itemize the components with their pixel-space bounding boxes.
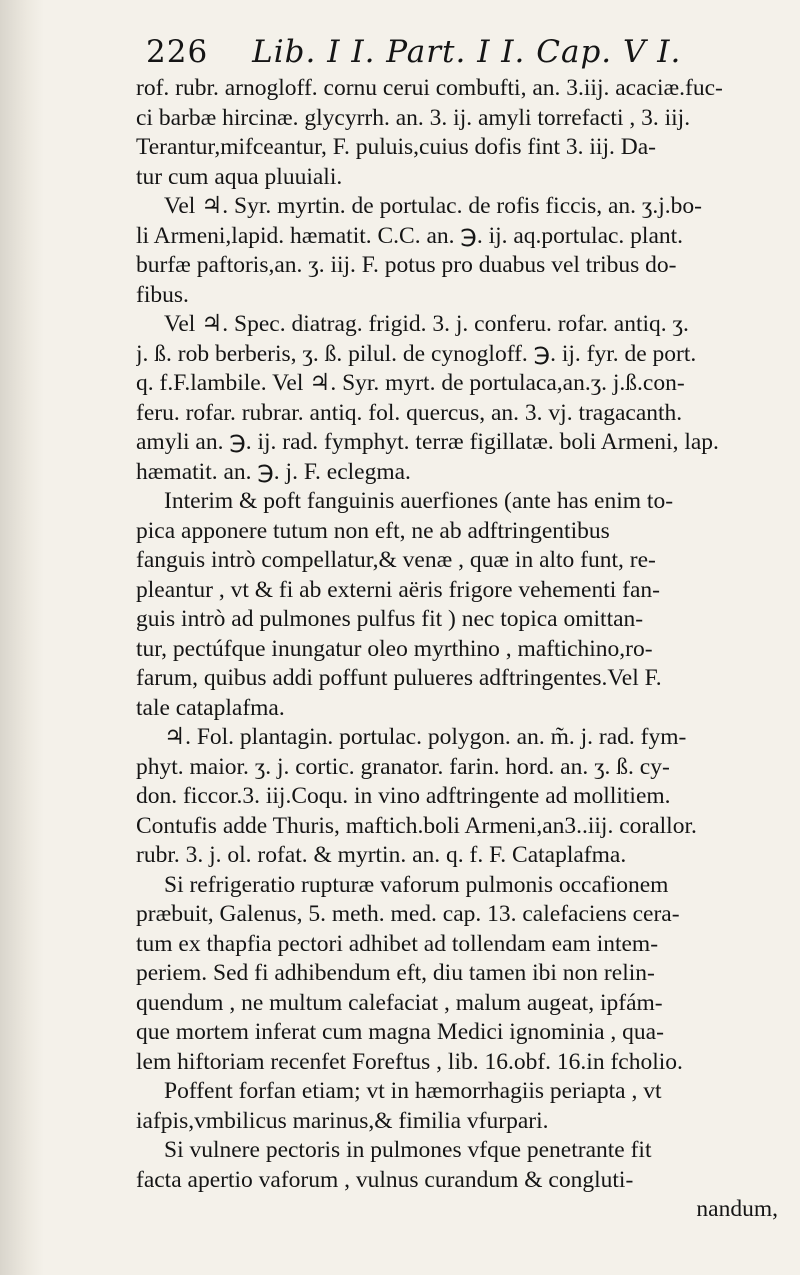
- text-line: Contufis adde Thuris, maftich.boli Armeni,an3..iij. corallor.: [136, 812, 697, 839]
- text-line: nandum,: [696, 1196, 778, 1222]
- text-line: burfæ paftoris,an. ʒ. iij. F. potus pro duabus vel tribus do-: [136, 252, 677, 278]
- text-line: guis intrò ad pulmones pulfus fit ) nec topica omittan-: [136, 606, 644, 632]
- text-line: hæmatit. an. ℈. j. F. eclegma.: [136, 458, 411, 485]
- text-line: Terantur,mifceantur, F. puluis,cuius dofis fint 3. iij. Da-: [136, 134, 656, 160]
- page-header: [146, 34, 778, 70]
- text-line: facta apertio vaforum , vulnus curandum & congluti-: [136, 1166, 634, 1193]
- text-line: fanguis intrò compellatur,& venæ , quæ in alto funt, re-: [136, 547, 656, 573]
- text-line: q. f.F.lambile. Vel ♃. Syr. myrt. de portulaca,an.ʒ. j.ß.con-: [136, 370, 685, 396]
- text-line: Vel ♃. Spec. diatrag. frigid. 3. j. conferu. rofar. antiq. ʒ.: [164, 311, 689, 337]
- text-line: tum ex thapfia pectori adhibet ad tollendam eam intem-: [136, 930, 659, 957]
- text-line: Interim & poft fanguinis auerfiones (ante has enim to-: [164, 488, 674, 514]
- text-line: lem hiftoriam recenfet Foreftus , lib. 16.obf. 16.in fcholio.: [136, 1048, 683, 1075]
- text-line: tur, pectúfque inungatur oleo myrthino , maftichino,ro-: [136, 635, 653, 662]
- text-line: ♃. Fol. plantagin. portulac. polygon. an. m̃. j. rad. fym-: [164, 724, 687, 750]
- text-line: tale cataplafma.: [136, 694, 285, 721]
- text-line: phyt. maior. ʒ. j. cortic. granator. farin. hord. an. ʒ. ß. cy-: [136, 753, 670, 780]
- text-line: li Armeni,lapid. hæmatit. C.C. an. ℈. ij. aq.portulac. plant.: [136, 222, 684, 249]
- text-line: Si vulnere pectoris in pulmones vfque penetrante fit: [164, 1137, 652, 1163]
- text-line: fibus.: [136, 281, 189, 308]
- running-title: Lib. I I. Part. I I. Cap. V I.: [252, 34, 682, 70]
- text-line: farum, quibus addi poffunt pulueres adftringentes.Vel F.: [136, 665, 662, 691]
- text-line: pleantur , vt & fi ab externi aëris frigore vehementi fan-: [136, 576, 660, 603]
- text-line: præbuit, Galenus, 5. meth. med. cap. 13. calefaciens cera-: [136, 901, 680, 927]
- text-line: j. ß. rob berberis, ʒ. ß. pilul. de cynogloff. ℈. ij. fyr. de port.: [136, 340, 697, 367]
- text-line: Si refrigeratio rupturæ vaforum pulmonis occafionem: [164, 871, 669, 898]
- text-line: iafpis,vmbilicus marinus,& fimilia vfurpari.: [136, 1107, 549, 1134]
- text-line: feru. rofar. rubrar. antiq. fol. quercus, an. 3. vj. tragacanth.: [136, 399, 683, 426]
- text-line: ci barbæ hircinæ. glycyrrh. an. 3. ij. amyli torrefacti , 3. iij.: [136, 104, 691, 131]
- text-line: amyli an. ℈. ij. rad. fymphyt. terræ figillatæ. boli Armeni, lap.: [136, 429, 719, 455]
- text-line: tur cum aqua pluuiali.: [136, 163, 343, 190]
- body-text: [136, 74, 778, 1225]
- text-line: Vel ♃. Syr. myrtin. de portulac. de rofis ficcis, an. ʒ.j.bo-: [164, 193, 702, 219]
- page-number: 226: [146, 34, 209, 70]
- text-line: pica apponere tutum non eft, ne ab adftringentibus: [136, 517, 610, 544]
- text-line: Poffent forfan etiam; vt in hæmorrhagiis periapta , vt: [164, 1078, 662, 1104]
- text-line: quendum , ne multum calefaciat , malum augeat, ipfám-: [136, 989, 663, 1016]
- text-line: don. ficcor.3. iij.Coqu. in vino adftringente ad mollitiem.: [136, 783, 671, 809]
- text-line: que mortem inferat cum magna Medici ignominia , qua-: [136, 1019, 664, 1045]
- text-line: periem. Sed fi adhibendum eft, diu tamen ibi non relin-: [136, 960, 655, 986]
- text-line: rubr. 3. j. ol. rofat. & myrtin. an. q. f. F. Cataplafma.: [136, 842, 627, 868]
- page-gutter-shadow: [0, 0, 44, 1275]
- text-line: rof. rubr. arnogloff. cornu cerui combufti, an. 3.iij. acaciæ.fuc-: [136, 75, 723, 101]
